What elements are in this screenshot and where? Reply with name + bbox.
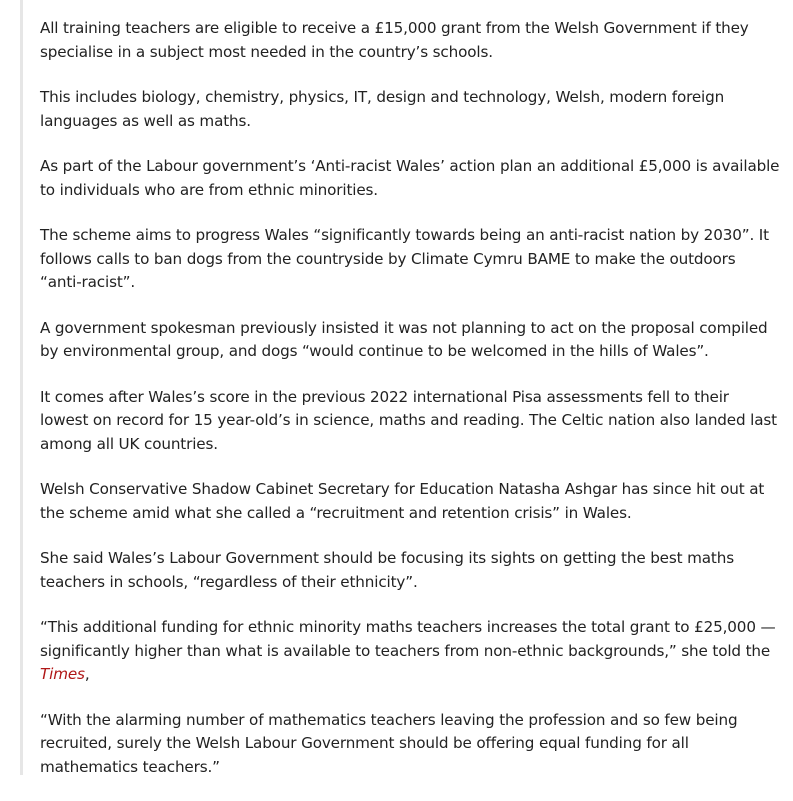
quote-text: “This additional funding for ethnic minority maths teachers increases the total grant to £25,000 — significantly higher than what is available to teachers from non-ethnic backgrounds,” she told the (40, 618, 776, 660)
blockquote-bar (20, 0, 23, 775)
quote-trailing: , (84, 665, 90, 683)
paragraph-subjects: This includes biology, chemistry, physics, IT, design and technology, Welsh, modern foreign languages as well as maths. (40, 88, 725, 130)
paragraph-focus: She said Wales’s Labour Government should be focusing its sights on getting the best maths teachers in schools, “regardless of their ethnicity”. (40, 549, 734, 591)
paragraph-conservative: Welsh Conservative Shadow Cabinet Secretary for Education Natasha Ashgar has since hit out at the scheme amid what she called a “recruitment and retention crisis” in Wales. (40, 480, 765, 522)
paragraph-grant: All training teachers are eligible to receive a £15,000 grant from the Welsh Government if they specialise in a subject most needed in the country’s schools. (40, 19, 749, 61)
paragraph-action-plan: As part of the Labour government’s ‘Anti-racist Wales’ action plan an additional £5,000 is available to individuals who are from ethnic minorities. (40, 157, 780, 199)
paragraph-scheme-aims: The scheme aims to progress Wales “significantly towards being an anti-racist nation by 2030”. It follows calls to ban dogs from the countryside by Climate Cymru BAME to make the outdoors “anti-racist”. (40, 226, 769, 291)
paragraph-spokesman: A government spokesman previously insisted it was not planning to act on the proposal compiled by environmental group, and dogs “would continue to be welcomed in the hills of Wales”. (40, 318, 768, 360)
paragraph-pisa: It comes after Wales’s score in the previous 2022 international Pisa assessments fell to their lowest on record for 15 year-old’s in science, maths and reading. The Celtic nation also landed last among all UK countries. (40, 387, 777, 453)
paragraph-quote-equal-funding: “With the alarming number of mathematics teachers leaving the profession and so few being recruited, surely the Welsh Labour Government should be offering equal funding for all mathematics teachers.” (40, 710, 738, 776)
times-link[interactable]: Times (40, 665, 85, 683)
paragraph-quote-funding (40, 616, 780, 687)
article-body (40, 17, 780, 801)
